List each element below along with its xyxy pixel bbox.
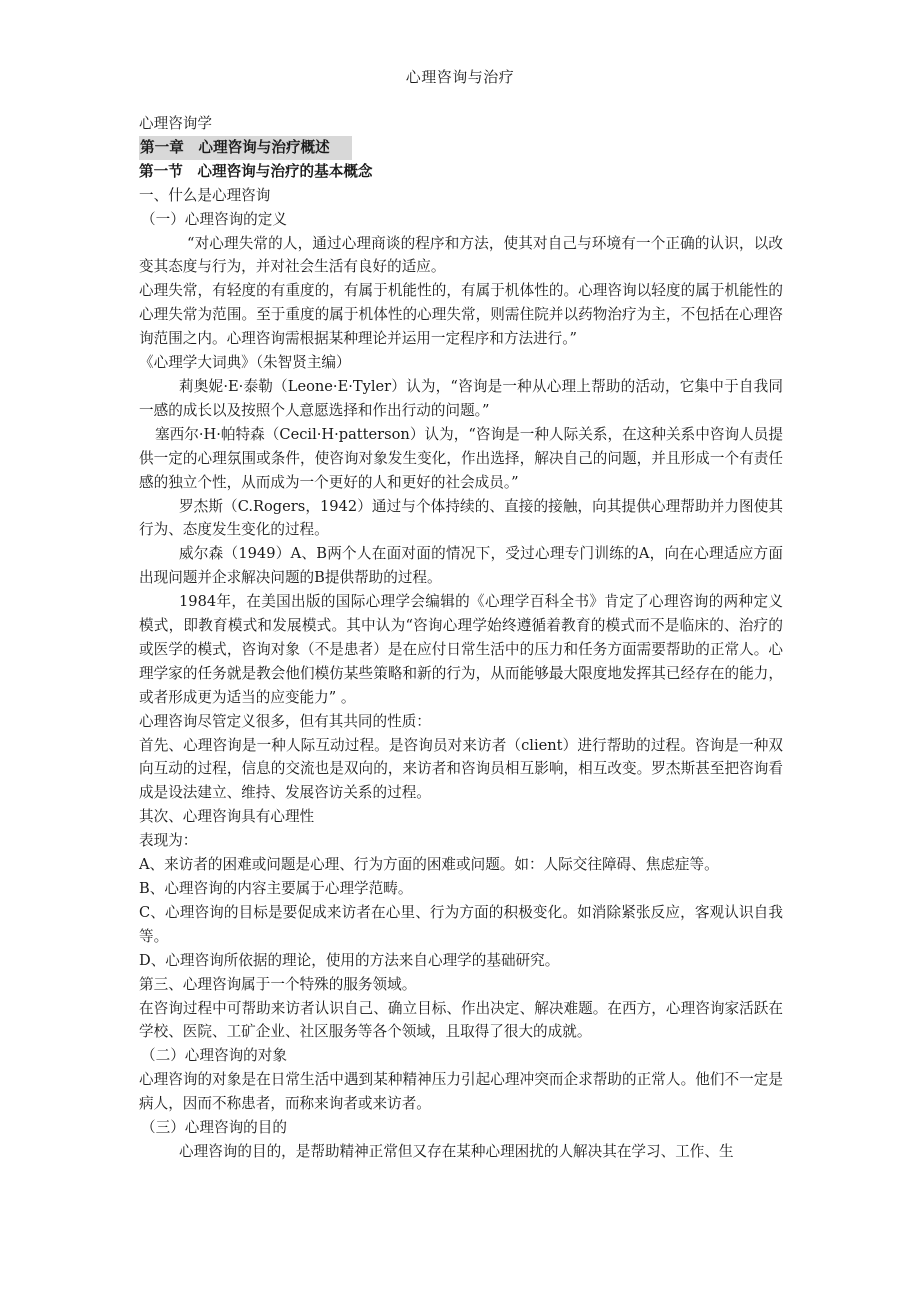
document-body [139, 112, 783, 1164]
paragraph: 首先、心理咨询是一种人际互动过程。是咨询员对来访者（client）进行帮助的过程。咨询是一种双向互动的过程，信息的交流也是双向的，来访者和咨询员相互影响，相互改变。罗杰斯甚至把咨询看成是设法建立、维持、发展咨访关系的过程。 [139, 736, 783, 802]
paragraph: 心理咨询的目的，是帮助精神正常但又存在某种心理困扰的人解决其在学习、工作、生 [179, 1142, 734, 1160]
heading-target: （二）心理咨询的对象 [141, 1047, 287, 1065]
subject-heading: 心理咨询学 [139, 115, 212, 132]
paragraph: 威尔森（1949）A、B两个人在面对面的情况下，受过心理专门训练的A，向在心理适应方面出现问题并企求解决问题的B提供帮助的过程。 [139, 545, 783, 587]
chapter-heading [139, 136, 783, 160]
paragraph: 其次、心理咨询具有心理性 [139, 808, 315, 826]
heading-what-is-counseling: 一、什么是心理咨询 [139, 186, 271, 204]
list-item-b: B、心理咨询的内容主要属于心理学范畴。 [139, 880, 413, 897]
paragraph: 1984年，在美国出版的国际心理学会编辑的《心理学百科全书》肯定了心理咨询的两种定义模式，即教育模式和发展模式。其中认为“咨询心理学始终遵循着教育的模式而不是临床的、治疗的或医学的模式，咨询对象（不是患者）是在应付日常生活中的压力和任务方面需要帮助的正常人。心理学家的任务就是教会他们模仿某些策略和新的行为，从而能够最大限度地发挥其已经存在的能力，或者形成更为适当的应变能力” 。 [139, 593, 783, 706]
list-item-d: D、心理咨询所依据的理论，使用的方法来自心理学的基础研究。 [139, 951, 560, 969]
section-heading: 第一节 心理咨询与治疗的基本概念 [139, 162, 373, 180]
list-item-a: A、来访者的困难或问题是心理、行为方面的困难或问题。如：人际交往障碍、焦虑症等。 [139, 856, 719, 874]
chapter-title: 第一章 心理咨询与治疗概述 [139, 136, 352, 160]
paragraph: 心理咨询尽管定义很多，但有其共同的性质： [139, 712, 431, 730]
list-item-c: C、心理咨询的目标是要促成来访者在心里、行为方面的积极变化。如消除紧张反应，客观认识自我等。 [139, 903, 783, 945]
source-citation: 《心理学大词典》（朱智贤主编） [139, 354, 351, 372]
paragraph: 心理失常，有轻度的有重度的，有属于机能性的，有属于机体性的。心理咨询以轻度的属于机能性的心理失常为范围。至于重度的属于机体性的心理失常，则需住院并以药物治疗为主，不包括在心理咨询范围之内。心理咨询需根据某种理论并运用一定程序和方法进行。” [139, 282, 783, 348]
paragraph: “对心理失常的人，通过心理商谈的程序和方法，使其对自己与环境有一个正确的认识，以改变其态度与行为，并对社会生活有良好的适应。 [139, 234, 783, 276]
paragraph: 莉奥妮·E·泰勒（Leone·E·Tyler）认为，“咨询是一种从心理上帮助的活动，它集中于自我同一感的成长以及按照个人意愿选择和作出行动的问题。” [139, 377, 783, 419]
heading-purpose: （三）心理咨询的目的 [141, 1119, 287, 1137]
page-header-title: 心理咨询与治疗 [405, 68, 515, 86]
paragraph: 表现为： [139, 832, 198, 850]
paragraph: 心理咨询的对象是在日常生活中遇到某种精神压力引起心理冲突而企求帮助的正常人。他们不一定是病人，因而不称患者，而称来询者或来访者。 [139, 1071, 783, 1113]
heading-definition: （一）心理咨询的定义 [141, 210, 287, 228]
paragraph: 第三、心理咨询属于一个特殊的服务领域。 [139, 975, 417, 993]
paragraph: 在咨询过程中可帮助来访者认识自己、确立目标、作出决定、解决难题。在西方，心理咨询家活跃在学校、医院、工矿企业、社区服务等各个领域，且取得了很大的成就。 [139, 999, 783, 1041]
paragraph: 罗杰斯（C.Rogers，1942）通过与个体持续的、直接的接触，向其提供心理帮助并力图使其行为、态度发生变化的过程。 [139, 497, 783, 539]
paragraph: 塞西尔·H·帕特森（Cecil·H·patterson）认为，“咨询是一种人际关系，在这种关系中咨询人员提供一定的心理氛围或条件，使咨询对象发生变化，作出选择，解决自己的问题，并且形成一个有责任感的独立个性，从而成为一个更好的人和更好的社会成员。” [139, 425, 783, 491]
